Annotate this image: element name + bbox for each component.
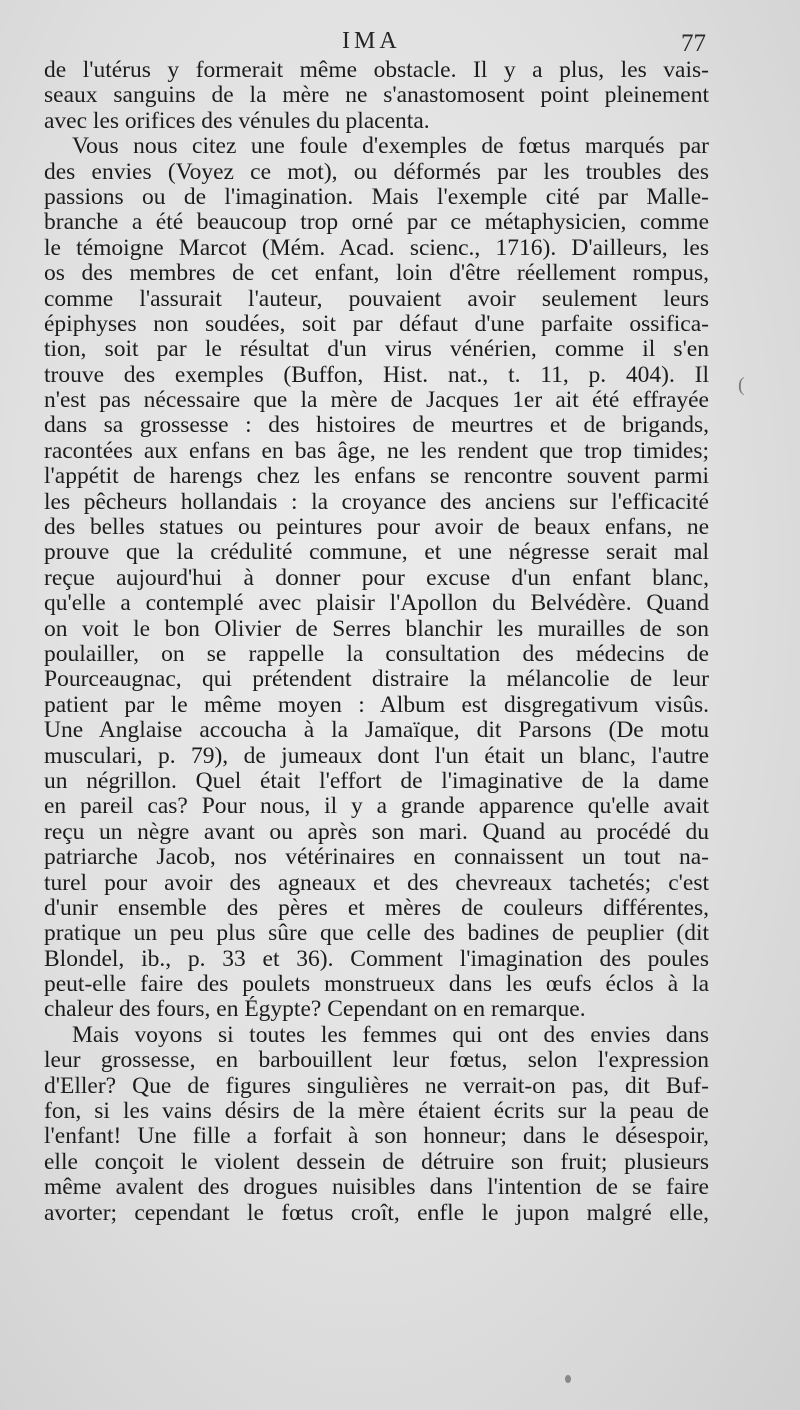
- text-line: seaux sanguins de la mère ne s'anastomosent point pleinement: [44, 83, 709, 109]
- text-line: on voit le bon Olivier de Serres blanchir les murailles de son: [44, 616, 709, 642]
- text-line: peut-elle faire des poulets monstrueux dans les œufs éclos à la: [44, 972, 709, 998]
- text-line: pratique un peu plus sûre que celle des badines de peuplier (dit: [44, 921, 709, 947]
- text-line: reçue aujourd'hui à donner pour excuse d'un enfant blanc,: [44, 565, 709, 591]
- text-line: des belles statues ou peintures pour avoir de beaux enfans, ne: [44, 515, 709, 541]
- text-line: le témoigne Marcot (Mém. Acad. scienc., 1716). D'ailleurs, les: [44, 235, 709, 261]
- text-line: en pareil cas? Pour nous, il y a grande apparence qu'elle avait: [44, 794, 709, 820]
- text-line: trouve des exemples (Buffon, Hist. nat., t. 11, p. 404). Il: [44, 362, 709, 388]
- margin-mark: (: [738, 374, 745, 396]
- page-number: 77: [681, 30, 706, 57]
- text-line: de l'utérus y formerait même obstacle. Il y a plus, les vais-: [44, 58, 709, 83]
- text-line: qu'elle a contemplé avec plaisir l'Apollon du Belvédère. Quand: [44, 591, 709, 617]
- text-line: épiphyses non soudées, soit par défaut d'une parfaite ossifica-: [44, 311, 709, 337]
- body-text: [44, 58, 709, 1226]
- text-line: Pourceaugnac, qui prétendent distraire la mélancolie de leur: [44, 667, 709, 693]
- text-line: Blondel, ib., p. 33 et 36). Comment l'imagination des poules: [44, 946, 709, 972]
- running-head: IMA: [342, 28, 401, 54]
- text-line: chaleur des fours, en Égypte? Cependant on en remarque.: [44, 996, 586, 1023]
- text-line: passions ou de l'imagination. Mais l'exemple cité par Malle-: [44, 184, 709, 210]
- text-line: patient par le même moyen : Album est disgregativum visûs.: [44, 692, 709, 718]
- text-line: d'Eller? Que de figures singulières ne verrait-on pas, dit Buf-: [44, 1073, 709, 1099]
- text-line: comme l'assurait l'auteur, pouvaient avoir seulement leurs: [44, 286, 709, 312]
- text-line: l'appétit de harengs chez les enfans se rencontre souvent parmi: [44, 464, 709, 490]
- text-line: Une Anglaise accoucha à la Jamaïque, dit Parsons (De motu: [44, 718, 709, 744]
- text-line: n'est pas nécessaire que la mère de Jacques 1er ait été effrayée: [44, 388, 709, 414]
- text-line: poulailler, on se rappelle la consultation des médecins de: [44, 641, 709, 667]
- text-line: les pêcheurs hollandais : la croyance des anciens sur l'efficacité: [44, 489, 709, 515]
- text-line: turel pour avoir des agneaux et des chevreaux tachetés; c'est: [44, 870, 709, 896]
- text-line: même avalent des drogues nuisibles dans l'intention de se faire: [44, 1175, 709, 1201]
- paragraph-first-line: Mais voyons si toutes les femmes qui ont des envies dans: [72, 1022, 709, 1048]
- text-line: leur grossesse, en barbouillent leur fœtus, selon l'expression: [44, 1048, 709, 1074]
- text-line: musculari, p. 79), de jumeaux dont l'un était un blanc, l'autre: [44, 743, 709, 769]
- text-line: l'enfant! Une fille a forfait à son honneur; dans le désespoir,: [44, 1124, 709, 1150]
- text-line: avorter; cependant le fœtus croît, enfle le jupon malgré elle,: [44, 1200, 709, 1226]
- text-line: elle conçoit le violent dessein de détruire son fruit; plusieurs: [44, 1149, 709, 1175]
- text-line: avec les orifices des vénules du placenta.: [44, 107, 430, 134]
- text-line: fon, si les vains désirs de la mère étaient écrits sur la peau de: [44, 1099, 709, 1125]
- ink-blot: [565, 1375, 571, 1383]
- paragraph-first-line: Vous nous citez une foule d'exemples de fœtus marqués par: [72, 134, 709, 160]
- text-line: dans sa grossesse : des histoires de meurtres et de brigands,: [44, 413, 709, 439]
- text-line: os des membres de cet enfant, loin d'être réellement rompus,: [44, 261, 709, 287]
- text-line: un négrillon. Quel était l'effort de l'imaginative de la dame: [44, 768, 709, 794]
- text-line: d'unir ensemble des pères et mères de couleurs différentes,: [44, 895, 709, 921]
- text-line: racontées aux enfans en bas âge, ne les rendent que trop timides;: [44, 438, 709, 464]
- text-line: prouve que la crédulité commune, et une négresse serait mal: [44, 540, 709, 566]
- text-line: tion, soit par le résultat d'un virus vénérien, comme il s'en: [44, 337, 709, 363]
- text-line: branche a été beaucoup trop orné par ce métaphysicien, comme: [44, 210, 709, 236]
- text-line: reçu un nègre avant ou après son mari. Quand au procédé du: [44, 819, 709, 845]
- text-line: des envies (Voyez ce mot), ou déformés par les troubles des: [44, 159, 709, 185]
- page-header: [0, 28, 800, 58]
- text-line: patriarche Jacob, nos vétérinaires en connaissent un tout na-: [44, 845, 709, 871]
